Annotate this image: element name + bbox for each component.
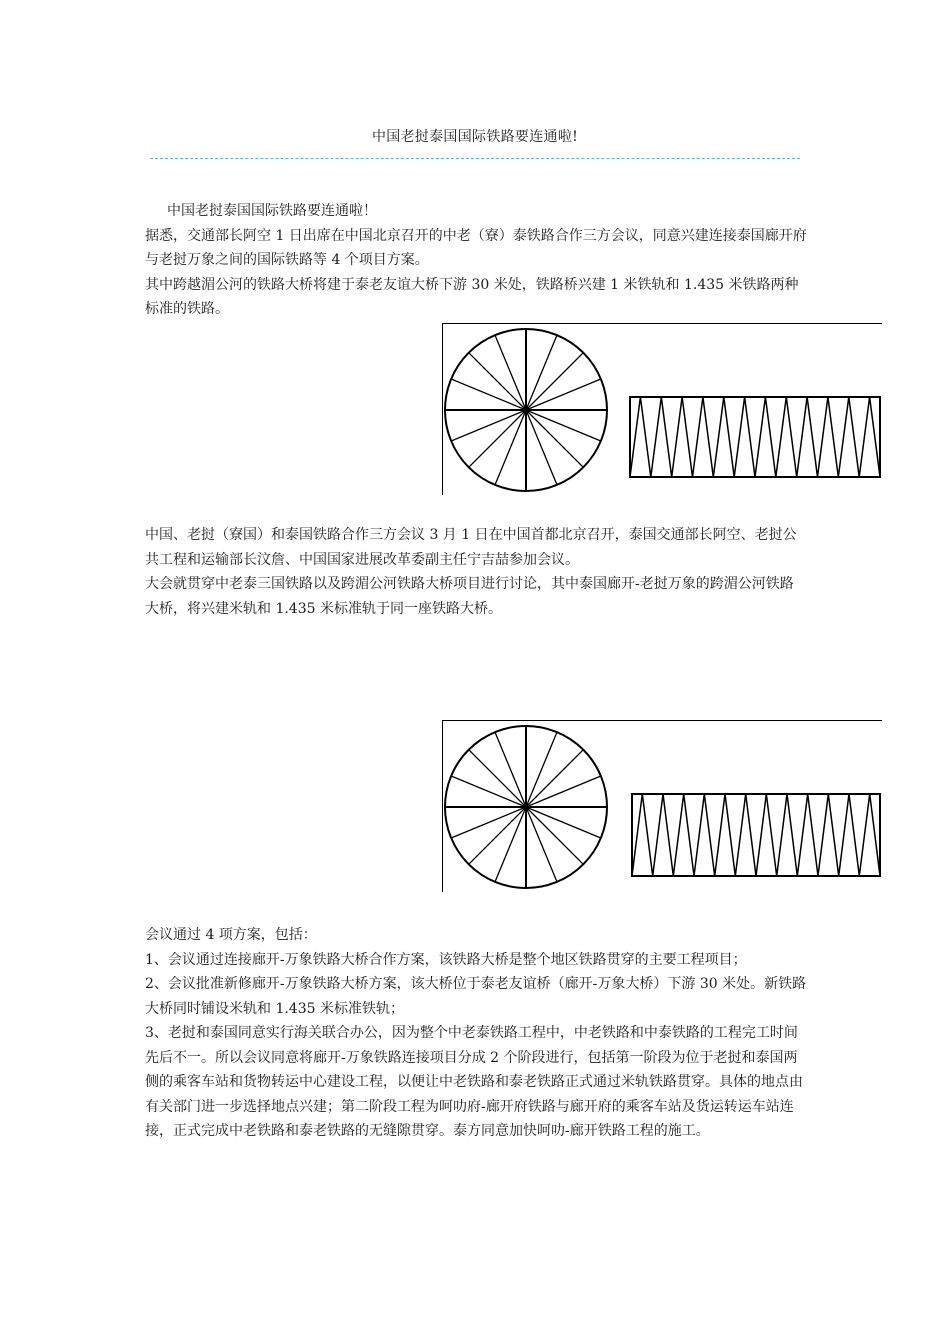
paragraph: 会议通过 4 项方案，包括：: [145, 927, 317, 943]
proposals-text: [145, 923, 807, 1144]
truss-zigzag: [632, 794, 880, 876]
figure-wheel-zigzag-1: [442, 323, 882, 495]
wheel-spoke: [469, 353, 526, 410]
zigzag-truss-icon: [630, 397, 880, 477]
dashed-divider: [150, 158, 800, 159]
paragraph: 3、老挝和泰国同意实行海关联合办公，因为整个中老泰铁路工程中，中老铁路和中泰铁路的工程完工时间先后不一。所以会议同意将廊开-万象铁路连接项目分成 2 个阶段进行，包括第一阶段为位于老挝和泰国两侧的乘客车站和货物转运中心建设工程，以便让中老铁路和泰老铁路正式通过米轨铁路贯穿。具体的地点由有关部门进一步选择地点兴建；第二阶段工程为呵叻府-廊开府铁路与廊开府的乘客车站及货运转运车站连接，正式完成中老铁路和泰老铁路的无缝隙贯穿。泰方同意加快呵叻-廊开铁路工程的施工。: [145, 1025, 803, 1139]
spoked-wheel-icon: [445, 329, 607, 491]
paragraph: 其中跨越湄公河的铁路大桥将建于泰老友谊大桥下游 30 米处，铁路桥兴建 1 米铁轨和 1.435 米铁路两种标准的铁路。: [145, 276, 799, 317]
truss-frame: [632, 794, 880, 876]
paragraph: 大会就贯穿中老泰三国铁路以及跨湄公河铁路大桥项目进行讨论，其中泰国廊开-老挝万象的跨湄公河铁路大桥，将兴建米轨和 1.435 米标准轨于同一座铁路大桥。: [145, 576, 794, 617]
truss-frame: [630, 397, 880, 477]
wheel-spoke: [526, 807, 583, 864]
wheel-spoke: [526, 353, 583, 410]
truss-zigzag: [630, 397, 880, 477]
paragraph: 中国、老挝（寮国）和泰国铁路合作三方会议 3 月 1 日在中国首都北京召开，泰国交通部长阿空、老挝公共工程和运输部长汶詹、中国国家进展改革委副主任宁吉喆参加会议。: [145, 527, 797, 568]
wheel-spoke: [469, 410, 526, 467]
zigzag-truss-icon: [632, 794, 880, 876]
spoked-wheel-icon: [445, 726, 607, 888]
paragraph: 中国老挝泰国国际铁路要连通啦！: [167, 203, 377, 219]
paragraph: 2、会议批准新修廊开-万象铁路大桥方案，该大桥位于泰老友谊桥（廊开-万象大桥）下游 30 米处。新铁路大桥同时铺设米轨和 1.435 米标准铁轨；: [145, 976, 807, 1017]
page-title: 中国老挝泰国国际铁路要连通啦!: [371, 129, 579, 145]
paragraph: 1、会议通过连接廊开-万象铁路大桥合作方案，该铁路大桥是整个地区铁路贯穿的主要工程项目；: [145, 951, 747, 968]
wheel-spoke: [526, 410, 583, 467]
intro-text: [145, 199, 807, 322]
figure-wheel-zigzag-2: [442, 720, 882, 892]
paragraph: 据悉，交通部长阿空 1 日出席在中国北京召开的中老（寮）泰铁路合作三方会议，同意兴建连接泰国廊开府与老挝万象之间的国际铁路等 4 个项目方案。: [145, 227, 807, 268]
wheel-spoke: [469, 807, 526, 864]
wheel-spoke: [526, 750, 583, 807]
meeting-text: [145, 523, 807, 621]
wheel-spoke: [469, 750, 526, 807]
